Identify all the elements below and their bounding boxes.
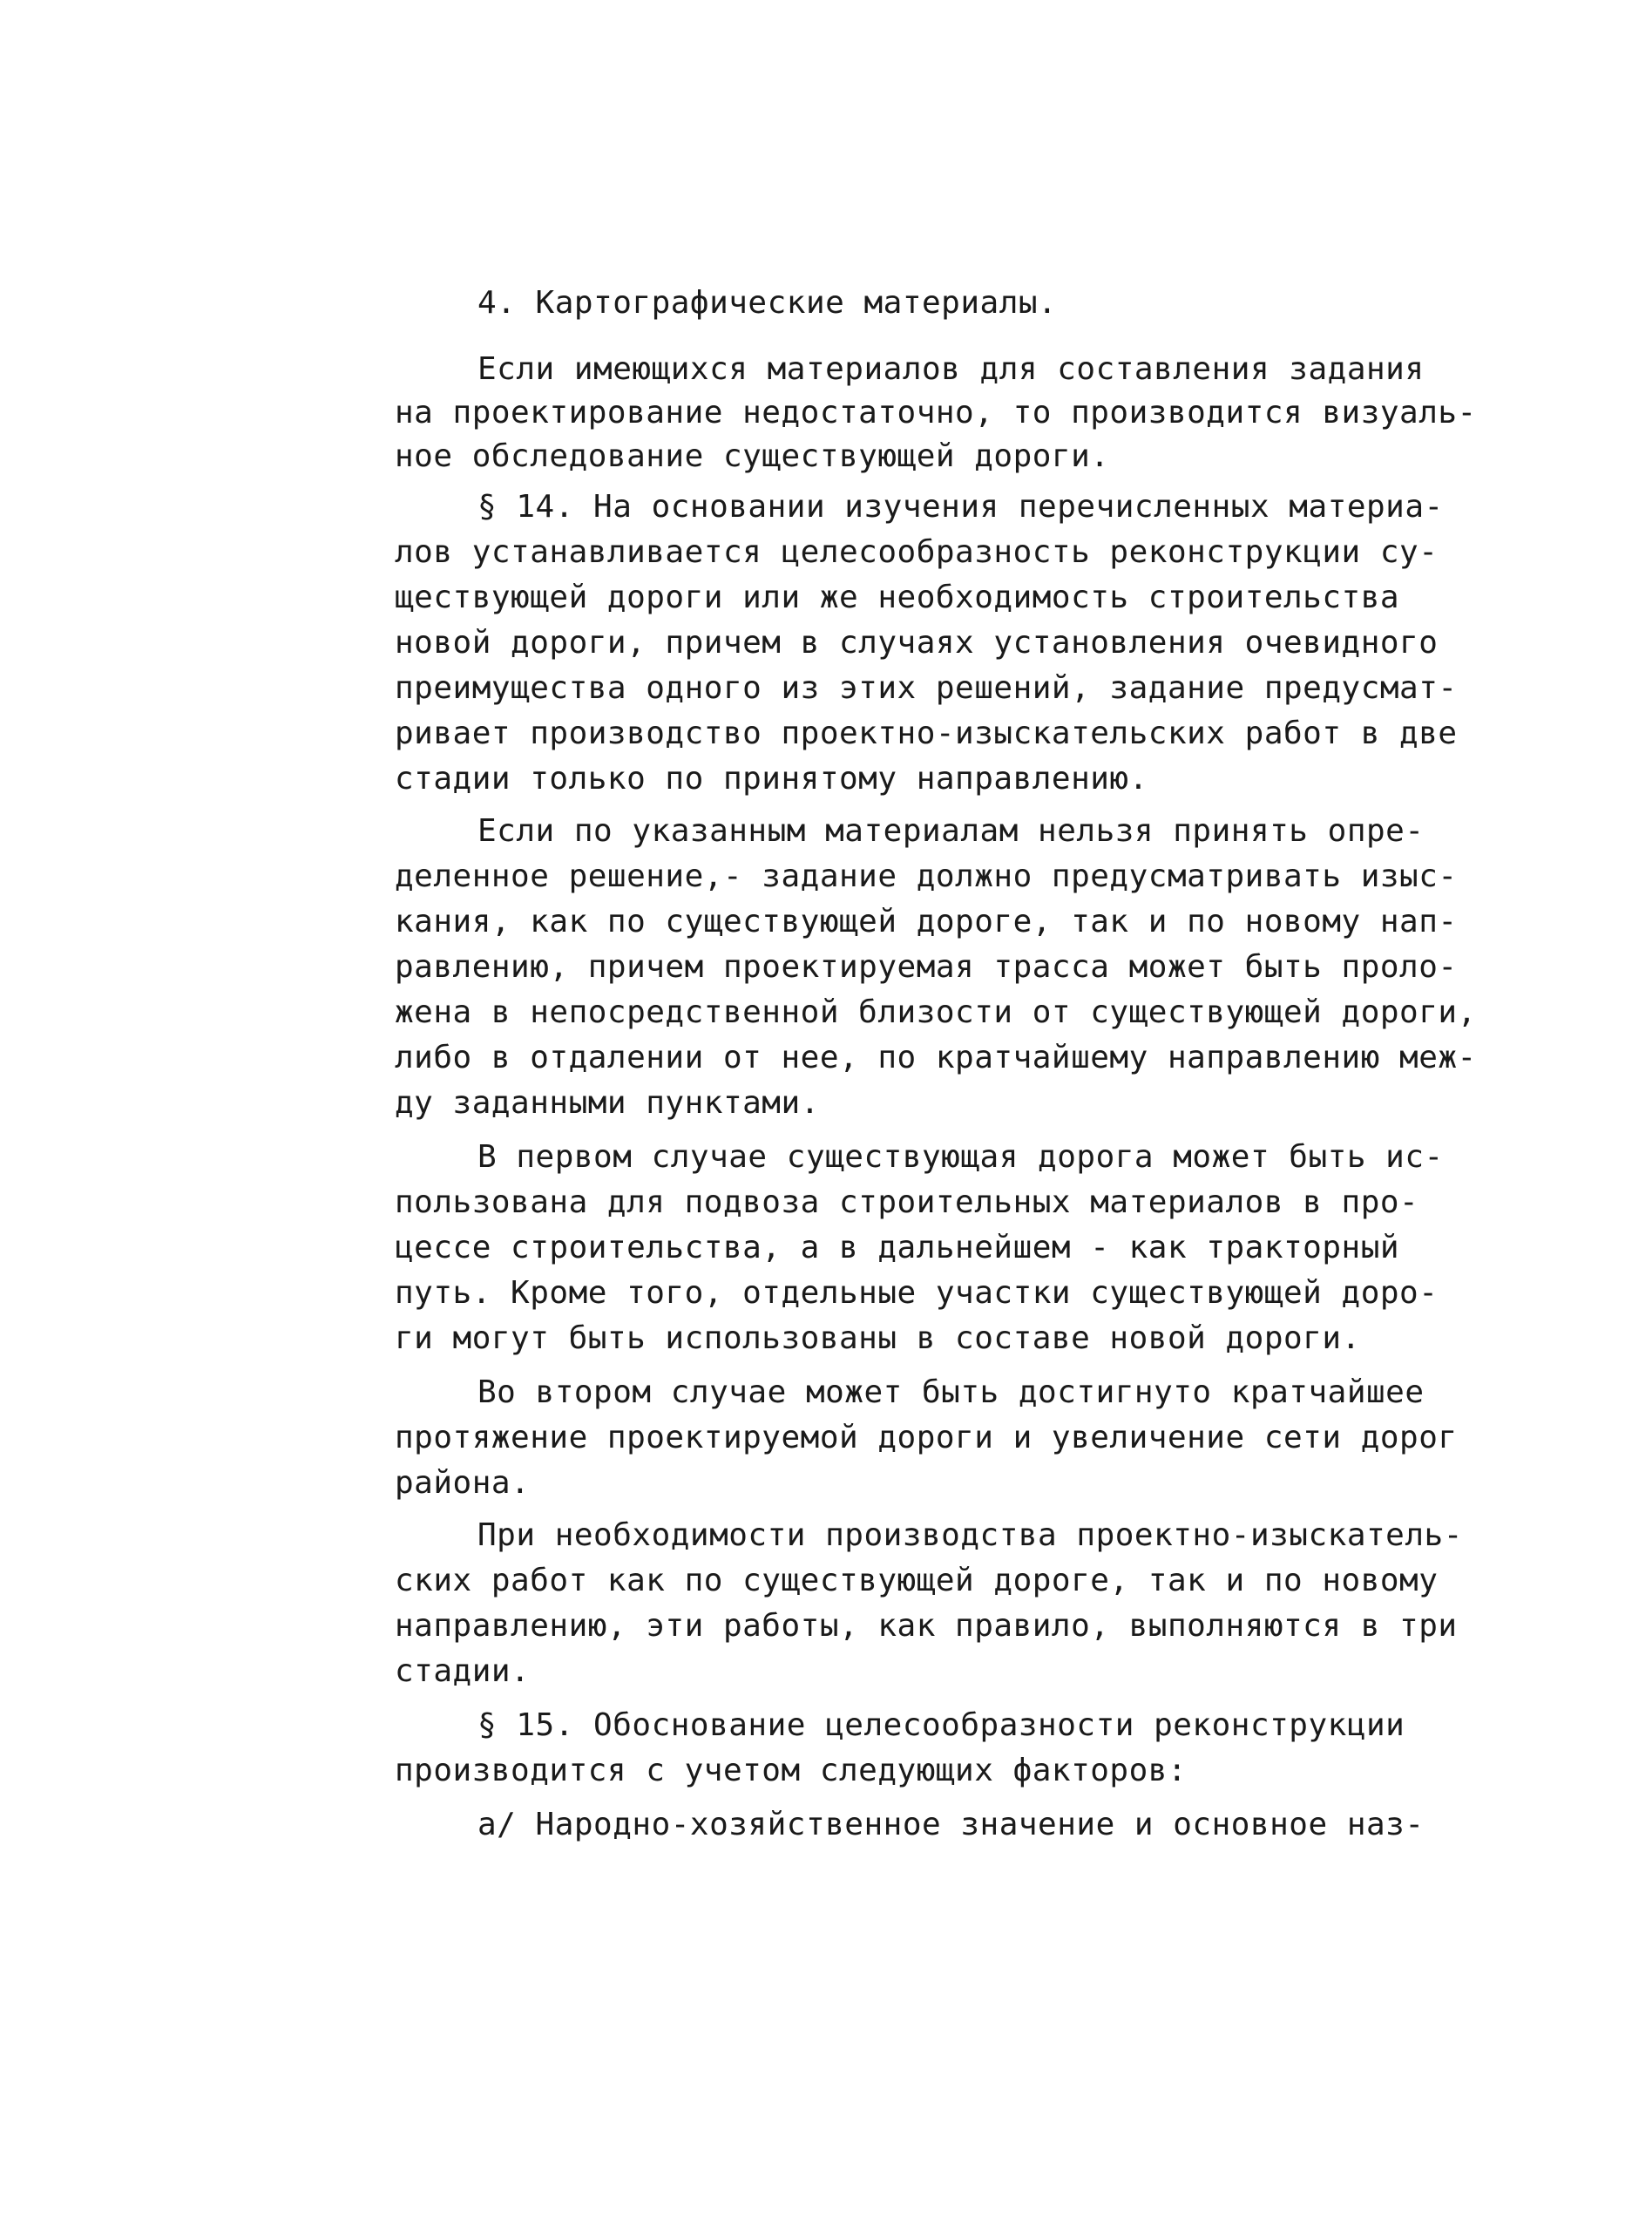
text-line: путь. Кроме того, отдельные участки существующей доро- xyxy=(395,1275,1439,1311)
text-line: деленное решение,- задание должно предусматривать изыс- xyxy=(395,858,1458,894)
list-item-a: а/ Народно-хозяйственное значение и основное наз- xyxy=(477,1807,1425,1842)
text-line: стадии. xyxy=(395,1653,531,1689)
text-line: ное обследование существующей дороги. xyxy=(395,438,1110,474)
text-line: ществующей дороги или же необходимость строительства xyxy=(395,580,1400,615)
text-line: протяжение проектируемой дороги и увеличение сети дорог xyxy=(395,1420,1458,1455)
text-line: При необходимости производства проектно-изыскатель- xyxy=(477,1517,1463,1553)
text-line: Если по указанным материалам нельзя принять опре- xyxy=(477,813,1425,849)
text-line: либо в отдалении от нее, по кратчайшему направлению меж- xyxy=(395,1040,1477,1075)
text-line: преимущества одного из этих решений, задание предусмат- xyxy=(395,670,1458,706)
text-line: Во втором случае может быть достигнуто кратчайшее xyxy=(477,1374,1425,1410)
text-line: ривает производство проектно-изыскательских работ в две xyxy=(395,716,1458,751)
text-line: производится с учетом следующих факторов: xyxy=(395,1753,1188,1788)
text-line: направлению, эти работы, как правило, выполняются в три xyxy=(395,1608,1458,1644)
text-line: пользована для подвоза строительных материалов в про- xyxy=(395,1184,1419,1220)
text-line: равлению, причем проектируемая трасса может быть проло- xyxy=(395,949,1458,985)
section-heading: 4. Картографические материалы. xyxy=(477,285,1058,321)
text-line: цессе строительства, а в дальнейшем - как тракторный xyxy=(395,1230,1400,1265)
text-line: ских работ как по существующей дороге, так и по новому xyxy=(395,1563,1439,1598)
text-line: на проектирование недостаточно, то производится визуаль- xyxy=(395,395,1477,431)
paragraph-14-start: § 14. На основании изучения перечисленных материа- xyxy=(477,489,1444,525)
text-line: района. xyxy=(395,1465,531,1501)
text-line: ду заданными пунктами. xyxy=(395,1085,820,1121)
text-line: В первом случае существующая дорога может быть ис- xyxy=(477,1139,1444,1175)
text-line: ги могут быть использованы в составе новой дороги. xyxy=(395,1320,1361,1356)
text-line: новой дороги, причем в случаях установления очевидного xyxy=(395,625,1439,661)
text-line: лов устанавливается целесообразность реконструкции су- xyxy=(395,534,1439,570)
text-line: Если имеющихся материалов для составления задания xyxy=(477,351,1425,387)
text-line: жена в непосредственной близости от существующей дороги, xyxy=(395,994,1477,1030)
paragraph-15-start: § 15. Обоснование целесообразности реконструкции xyxy=(477,1707,1405,1743)
text-line: стадии только по принятому направлению. xyxy=(395,761,1148,797)
text-line: кания, как по существующей дороге, так и по новому нап- xyxy=(395,904,1458,940)
